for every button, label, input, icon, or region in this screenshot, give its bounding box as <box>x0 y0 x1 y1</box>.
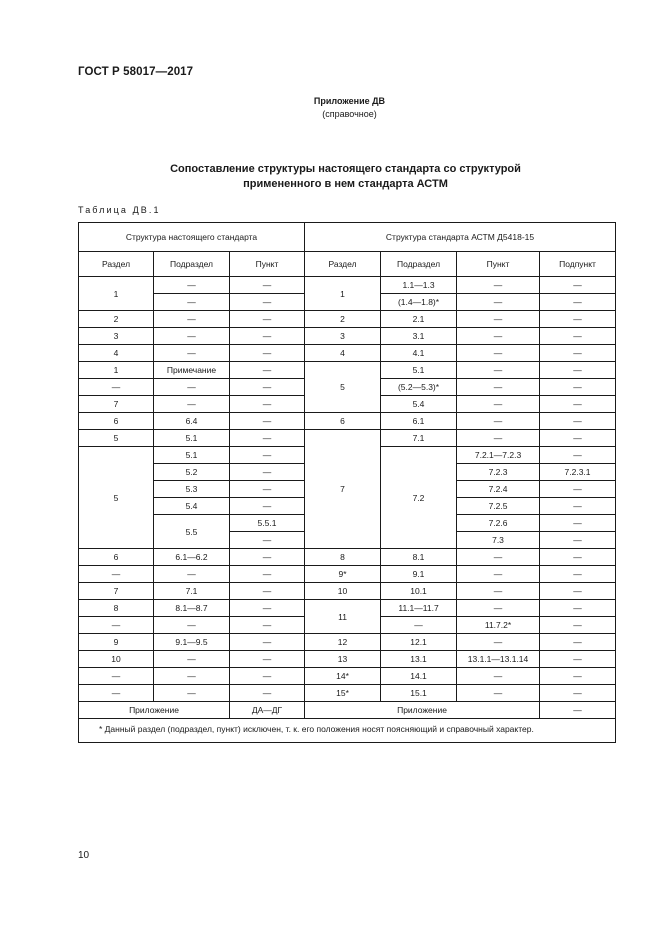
table-cell: — <box>540 685 616 702</box>
table-cell: — <box>457 294 540 311</box>
table-cell: 5.4 <box>154 498 230 515</box>
table-cell: 7.3 <box>457 532 540 549</box>
table-cell: — <box>457 379 540 396</box>
table-cell: 4.1 <box>381 345 457 362</box>
table-cell: ДА—ДГ <box>230 702 305 719</box>
table-cell: 2 <box>79 311 154 328</box>
table-cell: 14.1 <box>381 668 457 685</box>
column-header: Пункт <box>457 252 540 277</box>
column-header: Подпункт <box>540 252 616 277</box>
table-cell: — <box>230 362 305 379</box>
table-cell: 12.1 <box>381 634 457 651</box>
table-cell: 7.2 <box>381 447 457 549</box>
table-cell: 9.1 <box>381 566 457 583</box>
table-cell: — <box>230 498 305 515</box>
table-cell: 5.1 <box>154 430 230 447</box>
table-cell: — <box>540 634 616 651</box>
table-cell: 1 <box>79 277 154 311</box>
appendix-header <box>0 95 661 121</box>
table-row <box>79 413 616 430</box>
table-cell: — <box>381 617 457 634</box>
heading-line-2: примененного в нем стандарта АСТМ <box>243 178 448 190</box>
table-cell: — <box>154 294 230 311</box>
table-cell: — <box>457 583 540 600</box>
table-cell: 5 <box>79 447 154 549</box>
table-cell: 9 <box>79 634 154 651</box>
table-cell: 6 <box>79 549 154 566</box>
table-row <box>79 583 616 600</box>
table-cell: — <box>154 617 230 634</box>
table-cell: — <box>457 277 540 294</box>
table-cell: — <box>540 345 616 362</box>
table-cell: 6.1 <box>381 413 457 430</box>
table-cell: 7.2.1—7.2.3 <box>457 447 540 464</box>
table-cell: 7 <box>79 396 154 413</box>
table-cell: — <box>154 345 230 362</box>
table-cell: — <box>457 328 540 345</box>
table-cell: — <box>540 668 616 685</box>
table-cell: — <box>154 311 230 328</box>
table-cell: — <box>230 379 305 396</box>
column-header: Пункт <box>230 252 305 277</box>
column-header: Подраздел <box>381 252 457 277</box>
table-cell: — <box>79 566 154 583</box>
table-caption: Таблица ДВ.1 <box>78 205 161 215</box>
group-header-astm: Структура стандарта АСТМ Д5418-15 <box>305 223 616 252</box>
table-cell: — <box>230 413 305 430</box>
appendix-title: Приложение ДВ <box>313 96 386 106</box>
table-cell: 11.1—11.7 <box>381 600 457 617</box>
table-cell: — <box>540 277 616 294</box>
table-cell: Примечание <box>154 362 230 379</box>
table-cell: — <box>457 634 540 651</box>
table-cell: 5.5 <box>154 515 230 549</box>
table-cell: — <box>154 328 230 345</box>
table-cell: — <box>154 668 230 685</box>
table-cell: (1.4—1.8)* <box>381 294 457 311</box>
table-cell: 11.7.2* <box>457 617 540 634</box>
table-cell: — <box>457 413 540 430</box>
table-cell: 7.1 <box>381 430 457 447</box>
table-cell: 7 <box>79 583 154 600</box>
table-cell: — <box>230 294 305 311</box>
table-cell: — <box>230 583 305 600</box>
table-cell: — <box>79 617 154 634</box>
table-cell: — <box>540 481 616 498</box>
table-cell: — <box>540 702 616 719</box>
table-cell: — <box>540 413 616 430</box>
table-row <box>79 651 616 668</box>
table-cell: — <box>540 311 616 328</box>
table-row <box>79 685 616 702</box>
group-header-current: Структура настоящего стандарта <box>79 223 305 252</box>
column-header: Раздел <box>305 252 381 277</box>
standard-id: ГОСТ Р 58017—2017 <box>78 66 194 78</box>
table-cell: — <box>79 685 154 702</box>
table-cell: 13 <box>305 651 381 668</box>
table-cell: — <box>540 430 616 447</box>
table-row <box>79 702 616 719</box>
table-cell: — <box>154 277 230 294</box>
table-cell: — <box>154 396 230 413</box>
table-cell: 9* <box>305 566 381 583</box>
column-header: Подраздел <box>154 252 230 277</box>
table-footnote-row <box>79 719 616 743</box>
table-cell: 14* <box>305 668 381 685</box>
table-cell: 12 <box>305 634 381 651</box>
table-cell: 8 <box>79 600 154 617</box>
table-cell: 9.1—9.5 <box>154 634 230 651</box>
table-cell: — <box>230 396 305 413</box>
table-cell: — <box>457 668 540 685</box>
table-cell: — <box>230 651 305 668</box>
table-cell: — <box>540 532 616 549</box>
table-cell: 8.1—8.7 <box>154 600 230 617</box>
table-cell: — <box>230 277 305 294</box>
table-cell: — <box>230 600 305 617</box>
section-heading <box>0 162 661 192</box>
table-cell: — <box>457 566 540 583</box>
table-cell: 10.1 <box>381 583 457 600</box>
table-cell: — <box>154 379 230 396</box>
table-cell: 7 <box>305 430 381 549</box>
table-cell: — <box>540 651 616 668</box>
table-cell: — <box>230 311 305 328</box>
table-cell: — <box>540 362 616 379</box>
table-cell: 6.1—6.2 <box>154 549 230 566</box>
table-cell: — <box>230 685 305 702</box>
table-cell: 3 <box>305 328 381 345</box>
table-cell: 1.1—1.3 <box>381 277 457 294</box>
table-cell: — <box>540 379 616 396</box>
table-row <box>79 311 616 328</box>
table-cell: — <box>540 566 616 583</box>
table-cell: — <box>230 617 305 634</box>
table-cell: 7.2.3 <box>457 464 540 481</box>
table-cell: — <box>540 328 616 345</box>
table-cell: 11 <box>305 600 381 634</box>
heading-line-1: Сопоставление структуры настоящего стандарта со структурой <box>170 163 521 175</box>
table-cell: 2.1 <box>381 311 457 328</box>
table-cell: 1 <box>305 277 381 311</box>
table-cell: (5.2—5.3)* <box>381 379 457 396</box>
table-cell: — <box>457 311 540 328</box>
table-cell: — <box>230 634 305 651</box>
table-cell: — <box>540 498 616 515</box>
table-cell: 5.4 <box>381 396 457 413</box>
table-cell: 7.2.4 <box>457 481 540 498</box>
table-cell: 7.1 <box>154 583 230 600</box>
table-row <box>79 277 616 294</box>
table-cell: — <box>154 685 230 702</box>
table-cell: — <box>457 600 540 617</box>
table-cell: 5.3 <box>154 481 230 498</box>
table-cell: 5.2 <box>154 464 230 481</box>
table-cell: 3.1 <box>381 328 457 345</box>
table-row <box>79 430 616 447</box>
table-cell: — <box>457 345 540 362</box>
table-row <box>79 549 616 566</box>
table-cell: — <box>457 685 540 702</box>
table-cell: 13.1.1—13.1.14 <box>457 651 540 668</box>
table-cell: — <box>230 345 305 362</box>
table-cell: — <box>540 600 616 617</box>
table-cell: — <box>230 668 305 685</box>
table-cell: 13.1 <box>381 651 457 668</box>
table-cell: — <box>540 447 616 464</box>
table-cell: — <box>79 668 154 685</box>
table-row <box>79 362 616 379</box>
page-number: 10 <box>78 850 90 861</box>
table-cell: 7.2.3.1 <box>540 464 616 481</box>
table-footnote: * Данный раздел (подраздел, пункт) исключен, т. к. его положения носят поясняющий и справочный характер. <box>79 719 616 743</box>
table-row <box>79 600 616 617</box>
table-cell: — <box>457 396 540 413</box>
table-cell: — <box>230 447 305 464</box>
table-cell: Приложение <box>79 702 230 719</box>
table-cell: — <box>540 396 616 413</box>
table-cell: — <box>230 430 305 447</box>
table-cell: 8.1 <box>381 549 457 566</box>
appendix-note: (справочное) <box>322 109 377 119</box>
table-cell: — <box>230 328 305 345</box>
table-cell: 2 <box>305 311 381 328</box>
table-cell: 5.5.1 <box>230 515 305 532</box>
table-cell: — <box>540 549 616 566</box>
table-cell: — <box>230 532 305 549</box>
table-row <box>79 566 616 583</box>
table-row <box>79 634 616 651</box>
table-cell: 3 <box>79 328 154 345</box>
table-cell: 10 <box>305 583 381 600</box>
table-cell: — <box>230 566 305 583</box>
table-cell: — <box>230 481 305 498</box>
table-cell: 5 <box>79 430 154 447</box>
table-group-header <box>79 223 616 252</box>
table-cell: 6 <box>79 413 154 430</box>
table-cell: 15* <box>305 685 381 702</box>
table-cell: 4 <box>305 345 381 362</box>
table-cell: — <box>540 515 616 532</box>
table-cell: — <box>230 464 305 481</box>
table-cell: — <box>230 549 305 566</box>
table-cell: — <box>79 379 154 396</box>
table-cell: — <box>540 294 616 311</box>
table-cell: 7.2.6 <box>457 515 540 532</box>
table-row <box>79 345 616 362</box>
table-row <box>79 328 616 345</box>
table-cell: 8 <box>305 549 381 566</box>
table-cell: 7.2.5 <box>457 498 540 515</box>
table-cell: — <box>457 549 540 566</box>
structure-comparison-table <box>78 222 616 743</box>
table-cell: 4 <box>79 345 154 362</box>
table-cell: — <box>457 430 540 447</box>
table-cell: 6 <box>305 413 381 430</box>
table-cell: 5.1 <box>381 362 457 379</box>
table-cell: — <box>154 651 230 668</box>
table-cell: 10 <box>79 651 154 668</box>
table-cell: — <box>457 362 540 379</box>
table-cell: — <box>154 566 230 583</box>
table-cell: 15.1 <box>381 685 457 702</box>
table-column-header <box>79 252 616 277</box>
table-cell: — <box>540 583 616 600</box>
table-cell: 6.4 <box>154 413 230 430</box>
table-cell: 1 <box>79 362 154 379</box>
table-cell: 5.1 <box>154 447 230 464</box>
column-header: Раздел <box>79 252 154 277</box>
table-row <box>79 668 616 685</box>
table-cell: 5 <box>305 362 381 413</box>
table-cell: — <box>540 617 616 634</box>
table-cell: Приложение <box>305 702 540 719</box>
